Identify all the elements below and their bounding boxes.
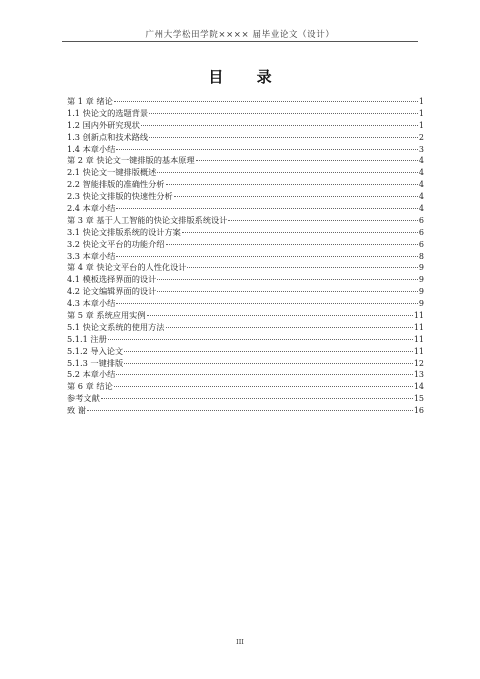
toc-entry[interactable] <box>67 262 424 274</box>
toc-entry[interactable] <box>67 286 424 298</box>
toc-leader-dots <box>124 363 413 364</box>
toc-leader-dots <box>116 374 412 375</box>
toc-entry[interactable] <box>67 227 424 239</box>
toc-entry-label: 致 谢 <box>67 405 86 416</box>
toc-entry-label: 参考文献 <box>67 393 100 404</box>
toc-entry[interactable] <box>67 191 424 203</box>
toc-entry-page: 1 <box>418 120 424 130</box>
toc-entry[interactable] <box>67 334 424 346</box>
toc-entry-page: 11 <box>413 322 424 332</box>
toc-entry-page: 4 <box>418 180 424 190</box>
toc-entry[interactable] <box>67 369 424 381</box>
toc-entry-page: 11 <box>413 334 424 344</box>
toc-entry-label: 2.4 本章小结 <box>67 203 116 214</box>
toc-entry-label: 2.3 快论文排版的快速性分析 <box>67 191 173 202</box>
toc-entry[interactable] <box>67 322 424 334</box>
toc-leader-dots <box>166 244 418 245</box>
toc-entry-label: 5.1.3 一键排版 <box>67 357 124 368</box>
toc-entry-label: 2.1 快论文一键排版概述 <box>67 167 157 178</box>
toc-entry[interactable] <box>67 405 424 417</box>
toc-entry[interactable] <box>67 120 424 132</box>
toc-leader-dots <box>116 303 418 304</box>
toc-entry[interactable] <box>67 155 424 167</box>
toc-entry-page: 15 <box>413 394 424 404</box>
toc-entry-label: 第 6 章 结论 <box>67 381 113 392</box>
table-of-contents <box>67 96 424 417</box>
toc-entry-label: 3.2 快论文平台的功能介绍 <box>67 238 165 249</box>
toc-leader-dots <box>114 386 413 387</box>
toc-entry-page: 13 <box>413 370 424 380</box>
toc-leader-dots <box>149 137 418 138</box>
toc-entry-label: 1.3 创新点和技术路线 <box>67 131 149 142</box>
toc-entry[interactable] <box>67 310 424 322</box>
toc-entry-page: 6 <box>418 227 424 237</box>
toc-leader-dots <box>228 220 418 221</box>
toc-entry[interactable] <box>67 144 424 156</box>
toc-entry[interactable] <box>67 167 424 179</box>
toc-leader-dots <box>141 125 418 126</box>
toc-entry-page: 2 <box>418 132 424 142</box>
toc-entry-page: 4 <box>418 168 424 178</box>
toc-leader-dots <box>116 256 418 257</box>
toc-leader-dots <box>101 398 413 399</box>
toc-leader-dots <box>157 172 418 173</box>
toc-entry-label: 5.2 本章小结 <box>67 369 116 380</box>
page-header: 广州大学松田学院×××× 届毕业论文（设计） <box>145 30 335 40</box>
toc-entry-label: 第 5 章 系统应用实例 <box>67 310 146 321</box>
toc-entry[interactable] <box>67 132 424 144</box>
toc-entry[interactable] <box>67 96 424 108</box>
toc-leader-dots <box>87 410 413 411</box>
toc-entry[interactable] <box>67 298 424 310</box>
toc-entry-label: 5.1.1 注册 <box>67 333 107 344</box>
toc-entry-page: 14 <box>413 382 424 392</box>
toc-entry-page: 1 <box>418 97 424 106</box>
toc-entry-label: 第 1 章 绪论 <box>67 96 113 106</box>
toc-entry[interactable] <box>67 274 424 286</box>
toc-entry-label: 1.1 快论文的选题背景 <box>67 107 149 118</box>
toc-entry-label: 第 2 章 快论文一键排版的基本原理 <box>67 155 195 166</box>
toc-leader-dots <box>147 315 413 316</box>
toc-leader-dots <box>166 327 413 328</box>
toc-entry[interactable] <box>67 203 424 215</box>
toc-leader-dots <box>196 160 418 161</box>
toc-entry-label: 4.2 论文编辑界面的设计 <box>67 286 157 297</box>
toc-leader-dots <box>157 279 418 280</box>
toc-entry-page: 1 <box>418 108 424 118</box>
toc-entry[interactable] <box>67 239 424 251</box>
toc-entry-label: 3.3 本章小结 <box>67 250 116 261</box>
toc-entry-page: 9 <box>418 287 424 297</box>
toc-entry[interactable] <box>67 346 424 358</box>
toc-leader-dots <box>182 232 418 233</box>
toc-entry-label: 第 4 章 快论文平台的人性化设计 <box>67 262 187 273</box>
toc-entry-page: 9 <box>418 263 424 273</box>
page-number: III <box>236 638 244 646</box>
toc-entry-page: 11 <box>413 311 424 321</box>
toc-entry-page: 6 <box>418 215 424 225</box>
toc-leader-dots <box>124 351 413 352</box>
toc-entry-page: 9 <box>418 299 424 309</box>
toc-entry-label: 5.1.2 导入论文 <box>67 345 124 356</box>
toc-entry[interactable] <box>67 393 424 405</box>
toc-entry[interactable] <box>67 381 424 393</box>
toc-entry-page: 8 <box>418 251 424 261</box>
toc-entry[interactable] <box>67 358 424 370</box>
toc-leader-dots <box>116 149 418 150</box>
toc-entry-page: 3 <box>418 144 424 154</box>
toc-entry-label: 第 3 章 基于人工智能的快论文排版系统设计 <box>67 214 228 225</box>
toc-entry-page: 16 <box>413 406 424 416</box>
toc-entry-label: 1.2 国内外研究现状 <box>67 119 140 130</box>
toc-leader-dots <box>157 291 418 292</box>
toc-entry-page: 4 <box>418 156 424 166</box>
toc-title: 目 录 <box>208 68 286 86</box>
toc-entry-label: 1.4 本章小结 <box>67 143 116 154</box>
toc-entry[interactable] <box>67 108 424 120</box>
toc-entry-page: 6 <box>418 239 424 249</box>
toc-entry[interactable] <box>67 251 424 263</box>
toc-entry-label: 5.1 快论文系统的使用方法 <box>67 321 165 332</box>
toc-leader-dots <box>114 101 418 102</box>
toc-entry[interactable] <box>67 215 424 227</box>
toc-entry-page: 4 <box>418 204 424 214</box>
toc-leader-dots <box>187 267 417 268</box>
toc-entry-label: 4.3 本章小结 <box>67 298 116 309</box>
toc-entry-page: 9 <box>418 275 424 285</box>
toc-leader-dots <box>116 208 418 209</box>
toc-entry-label: 2.2 智能排版的准确性分析 <box>67 179 165 190</box>
toc-leader-dots <box>166 184 418 185</box>
toc-entry-label: 4.1 模板选择界面的设计 <box>67 274 157 285</box>
header-rule <box>62 41 418 42</box>
toc-entry-page: 11 <box>413 346 424 356</box>
toc-leader-dots <box>174 196 418 197</box>
toc-leader-dots <box>149 113 418 114</box>
toc-entry-page: 12 <box>413 358 424 368</box>
toc-entry[interactable] <box>67 179 424 191</box>
toc-entry-page: 4 <box>418 192 424 202</box>
toc-leader-dots <box>108 339 413 340</box>
toc-entry-label: 3.1 快论文排版系统的设计方案 <box>67 226 181 237</box>
